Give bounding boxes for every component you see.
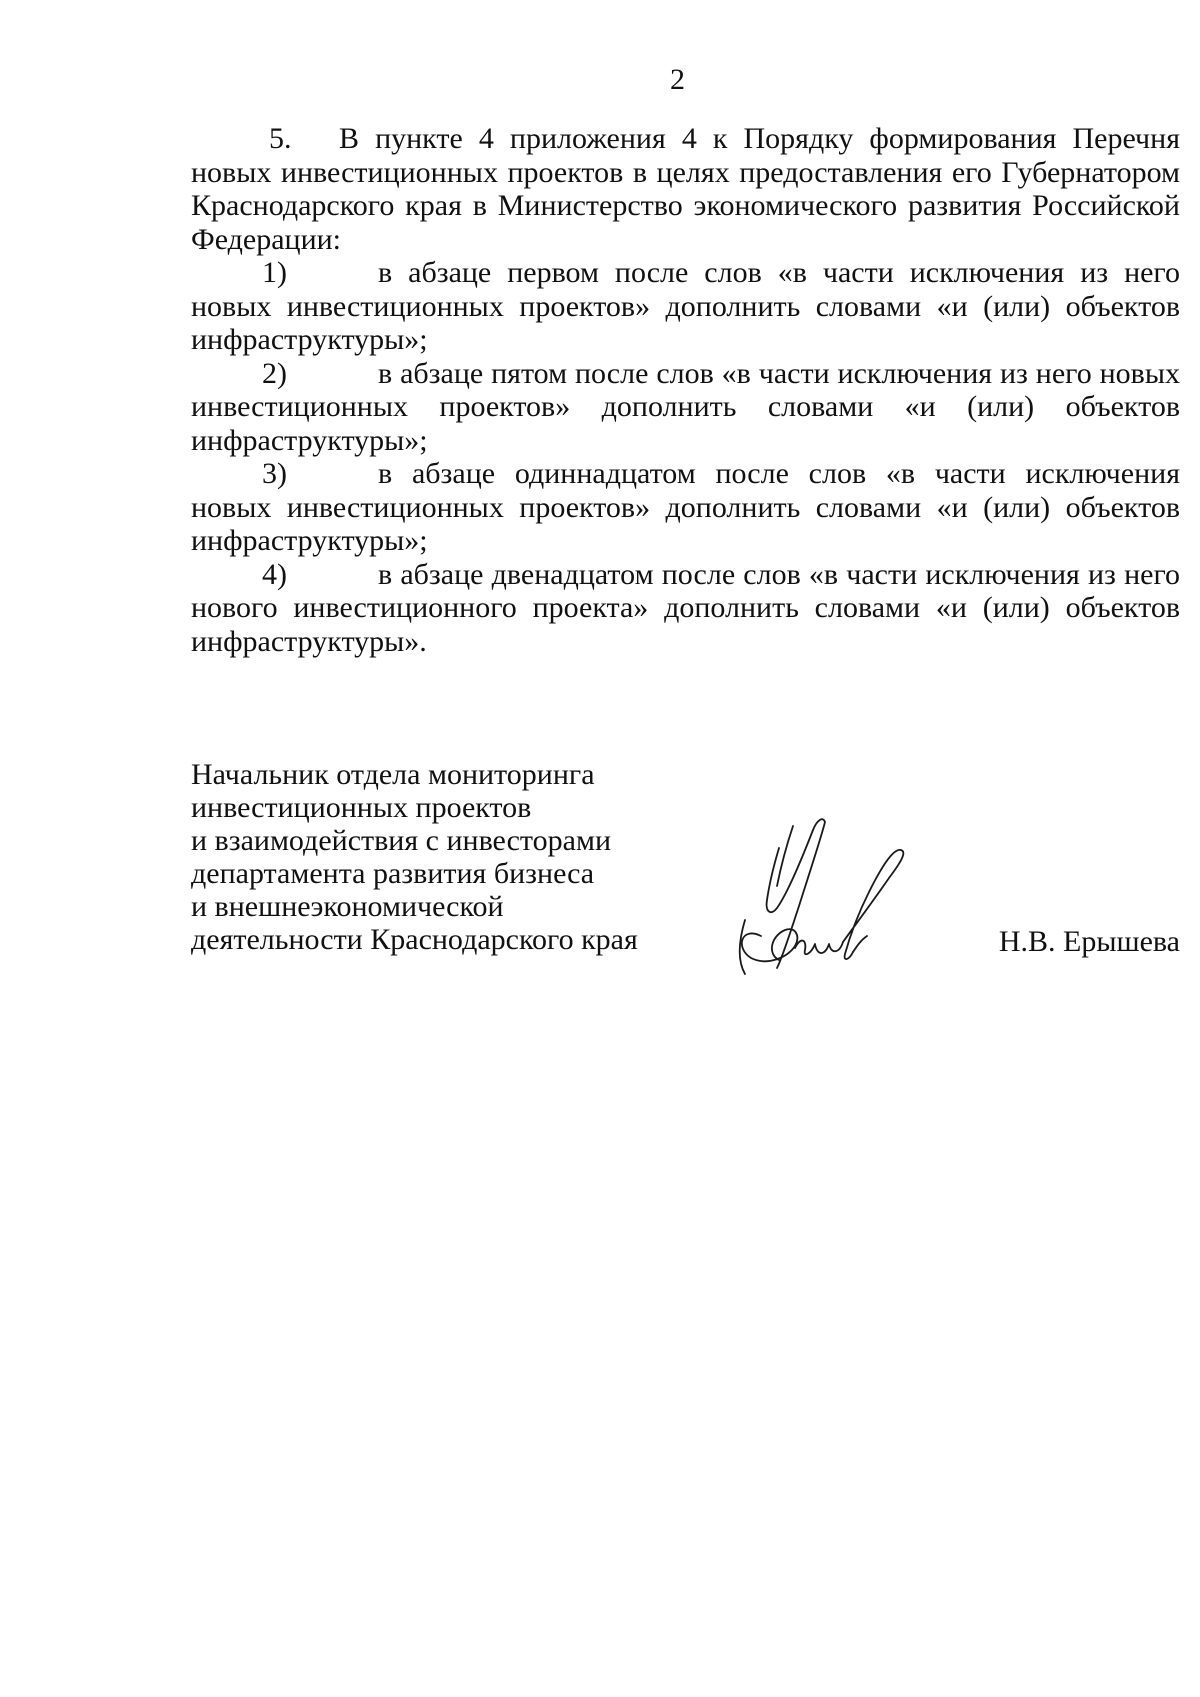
subitem-2 — [191, 357, 1180, 458]
subitem-3 — [191, 457, 1180, 558]
subitem-text: в абзаце первом после слов «в части исключения из него новых инвестиционных проектов» дополнить словами «и (или) объектов инфраструктуры»; — [191, 256, 1180, 356]
subitem-number: 3) — [262, 457, 287, 490]
position-line: Начальник отдела мониторинга — [191, 758, 595, 791]
signature-block — [191, 758, 1180, 998]
position-line: и внешнеэкономической — [191, 890, 504, 923]
position-line: деятельности Краснодарского края — [191, 923, 638, 956]
subitem-1 — [191, 256, 1180, 357]
page-number: 2 — [670, 63, 685, 96]
paragraph-number: 5. — [269, 122, 292, 155]
paragraph-text: В пункте 4 приложения 4 к Порядку формирования Перечня новых инвестиционных проектов в целях предоставления его Губернатором Краснодарского края в Министерство экономического развития Российской Федерации: — [191, 122, 1180, 256]
subitem-number: 1) — [262, 256, 287, 289]
subitem-number: 4) — [262, 557, 287, 591]
position-line: и взаимодействия с инвесторами — [191, 824, 611, 857]
position-line: инвестиционных проектов — [191, 791, 532, 824]
subitem-text: в абзаце одиннадцатом после слов «в части исключения новых инвестиционных проектов» дополнить словами «и (или) объектов инфраструктуры»; — [191, 457, 1180, 557]
subitem-4 — [191, 558, 1180, 659]
paragraph-5 — [191, 122, 1180, 256]
subitem-text: в абзаце пятом после слов «в части исключения из него новых инвестиционных проектов» дополнить словами «и (или) объектов инфраструктуры»; — [191, 356, 1180, 457]
signer-name: Н.В. Ерышева — [998, 925, 1180, 958]
position-line: департамента развития бизнеса — [191, 857, 595, 890]
signer-position — [191, 758, 711, 956]
document-body — [191, 122, 1180, 658]
subitem-number: 2) — [262, 356, 287, 390]
handwritten-signature — [721, 808, 921, 978]
subitem-text: в абзаце двенадцатом после слов «в части исключения из него нового инвестиционного проекта» дополнить словами «и (или) объектов инфраструктуры». — [191, 557, 1180, 658]
